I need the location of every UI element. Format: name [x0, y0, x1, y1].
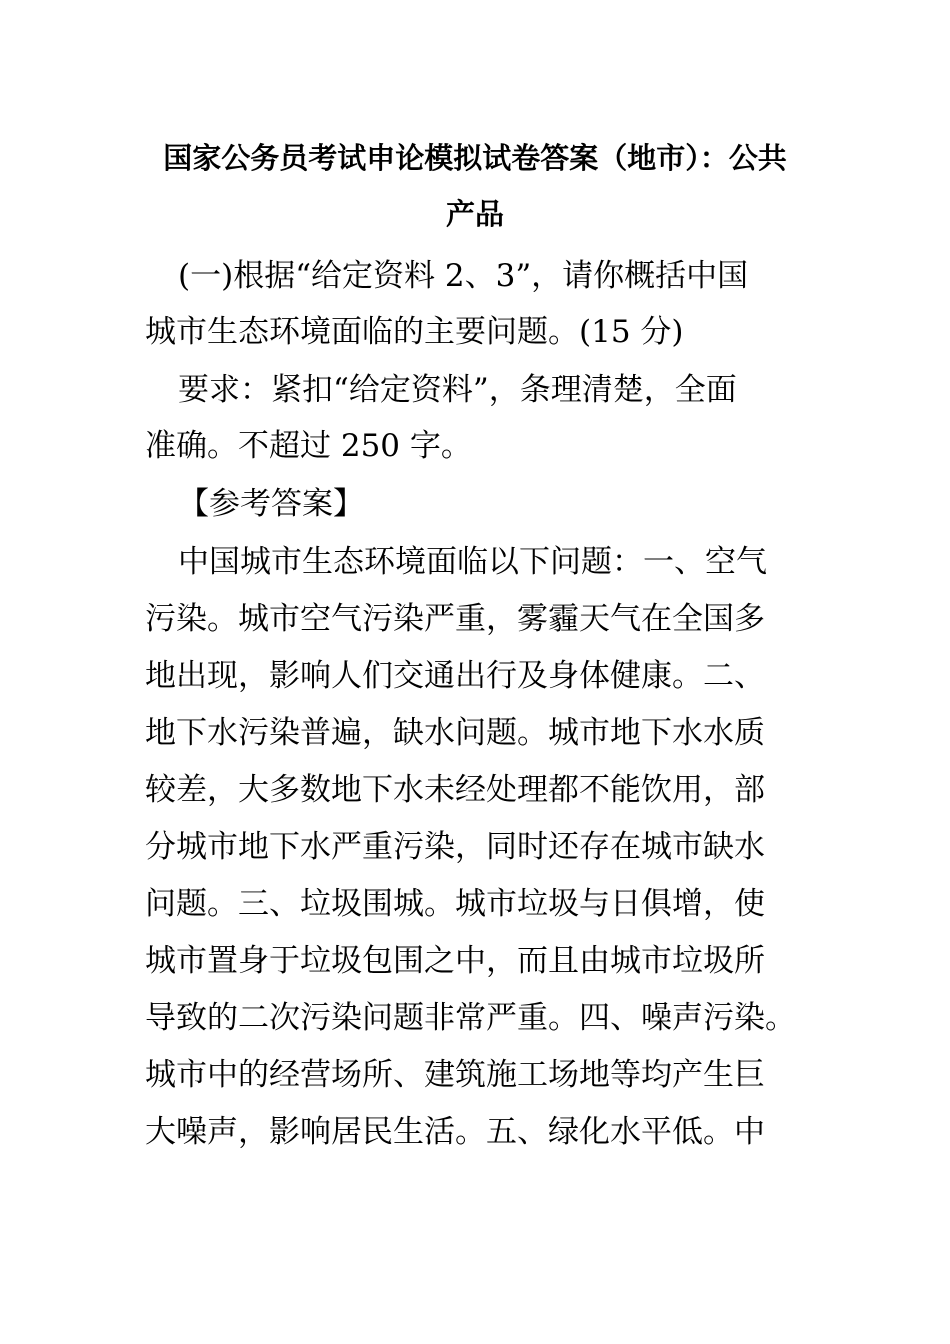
- requirement-line-2: 准确。不超过 250 字。: [145, 428, 472, 464]
- document-title-line-1: 国家公务员考试申论模拟试卷答案（地市）：公共: [163, 141, 787, 175]
- requirement-line-1: 要求：紧扣“给定资料”，条理清楚，全面: [178, 372, 737, 408]
- answer-line-9: 导致的二次污染问题非常严重。四、噪声污染。: [145, 1000, 796, 1036]
- question-line-1: (一)根据“给定资料 2、3”，请你概括中国: [178, 258, 749, 294]
- answer-line-1: 中国城市生态环境面临以下问题：一、空气: [178, 544, 767, 580]
- answer-line-10: 城市中的经营场所、建筑施工场地等均产生巨: [145, 1057, 765, 1093]
- answer-line-2: 污染。城市空气污染严重，雾霾天气在全国多: [145, 601, 765, 637]
- answer-line-3: 地出现，影响人们交通出行及身体健康。二、: [145, 658, 765, 694]
- answer-line-11: 大噪声，影响居民生活。五、绿化水平低。中: [145, 1114, 765, 1150]
- answer-line-7: 问题。三、垃圾围城。城市垃圾与日俱增，使: [145, 886, 765, 922]
- document-title-line-2: 产品: [445, 197, 504, 231]
- answer-line-8: 城市置身于垃圾包围之中，而且由城市垃圾所: [145, 943, 765, 979]
- answer-line-4: 地下水污染普遍，缺水问题。城市地下水水质: [145, 715, 765, 751]
- answer-line-5: 较差，大多数地下水未经处理都不能饮用，部: [145, 772, 765, 808]
- answer-heading: 【参考答案】: [178, 486, 364, 522]
- answer-line-6: 分城市地下水严重污染，同时还存在城市缺水: [145, 829, 765, 865]
- question-line-2: 城市生态环境面临的主要问题。(15 分): [145, 314, 684, 350]
